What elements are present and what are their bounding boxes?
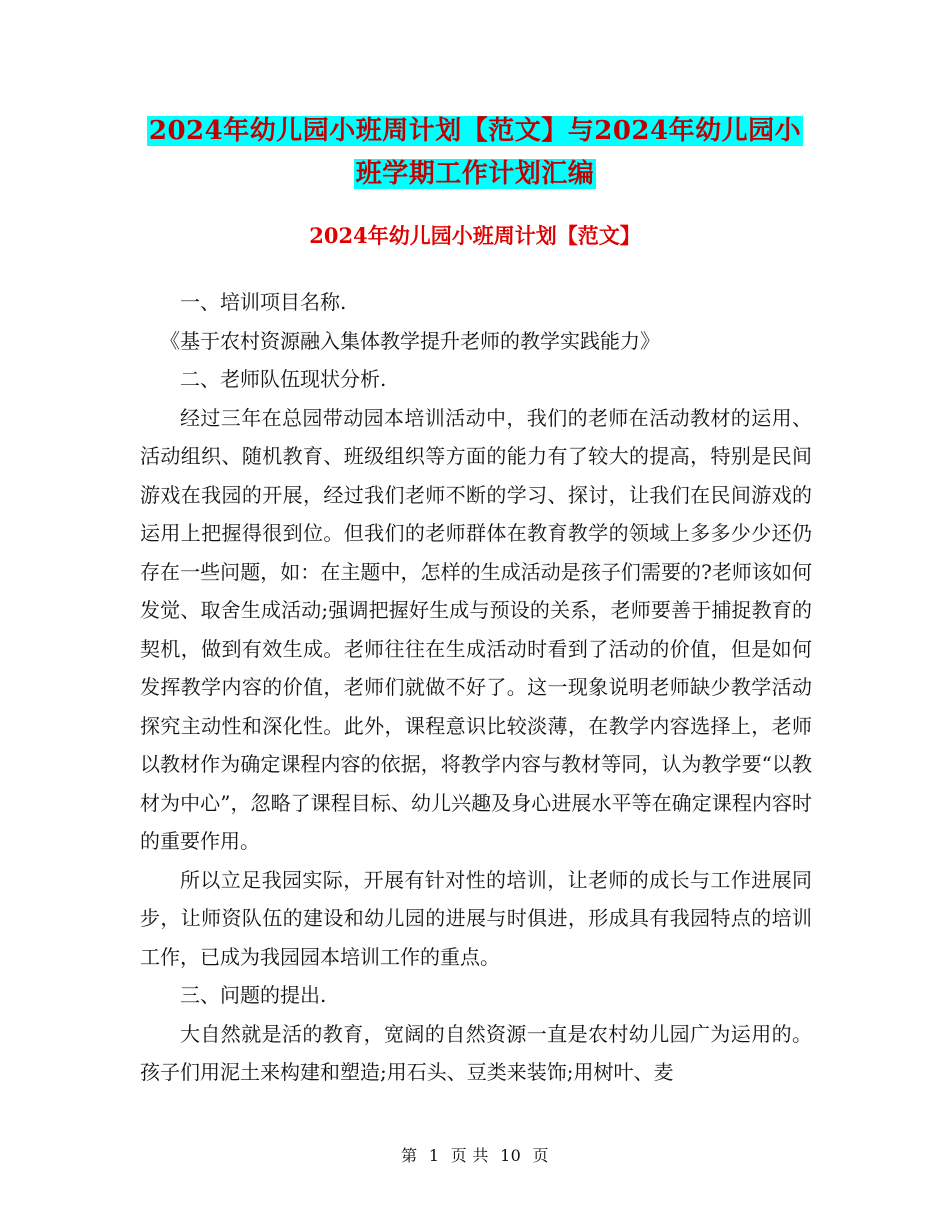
title-highlight-2: 班学期工作计划汇编	[355, 159, 595, 189]
paragraph-nature: 大自然就是活的教育，宽阔的自然资源一直是农村幼儿园广为运用的。孩子们用泥土来构建和塑造;用石头、豆类来装饰;用树叶、麦	[140, 1021, 812, 1084]
document-title-line-2	[0, 155, 950, 193]
paragraph-project-name: 《基于农村资源融入集体教学提升老师的教学实践能力》	[160, 328, 660, 353]
paragraph-analysis: 经过三年在总园带动园本培训活动中，我们的老师在活动教材的运用、活动组织、随机教育、班级组织等方面的能力有了较大的提高，特别是民间游戏在我园的开展，经过我们老师不断的学习、探讨，让我们在民间游戏的运用上把握得很到位。但我们的老师群体在教育教学的领域上多多少少还仍存在一些问题，如：在主题中，怎样的生成活动是孩子们需要的?老师该如何发觉、取舍生成活动;强调把握好生成与预设的关系，老师要善于捕捉教育的契机，做到有效生成。老师往往在生成活动时看到了活动的价值，但是如何发挥教学内容的价值，老师们就做不好了。这一现象说明老师缺少教学活动探究主动性和深化性。此外，课程意识比较淡薄，在教学内容选择上，老师以教材作为确定课程内容的依据，将教学内容与教材等同，认为教学要“以教材为中心”，忽略了课程目标、幼儿兴趣及身心进展水平等在确定课程内容时的重要作用。	[140, 405, 812, 853]
paragraph-conclusion: 所以立足我园实际，开展有针对性的培训，让老师的成长与工作进展同步，让师资队伍的建设和幼儿园的进展与时俱进，形成具有我园特点的培训工作，已成为我园园本培训工作的重点。	[140, 867, 812, 969]
document-title-line-1	[0, 112, 950, 150]
footer-page-number: 1	[428, 1146, 440, 1165]
paragraph-heading-1: 一、培训项目名称.	[180, 290, 347, 314]
paragraph-heading-3: 三、问题的提出.	[180, 983, 327, 1007]
footer-middle: 页 共	[450, 1146, 489, 1165]
document-body	[140, 283, 812, 1092]
footer-prefix: 第	[401, 1146, 418, 1165]
footer-total-pages: 10	[500, 1146, 522, 1165]
section-title: 2024年幼儿园小班周计划【范文】	[309, 223, 641, 248]
title-highlight-1: 2024年幼儿园小班周计划【范文】与2024年幼儿园小	[148, 116, 802, 146]
footer-suffix: 页	[532, 1146, 549, 1165]
page-footer	[0, 1144, 950, 1168]
paragraph-heading-2: 二、老师队伍现状分析.	[180, 367, 387, 391]
